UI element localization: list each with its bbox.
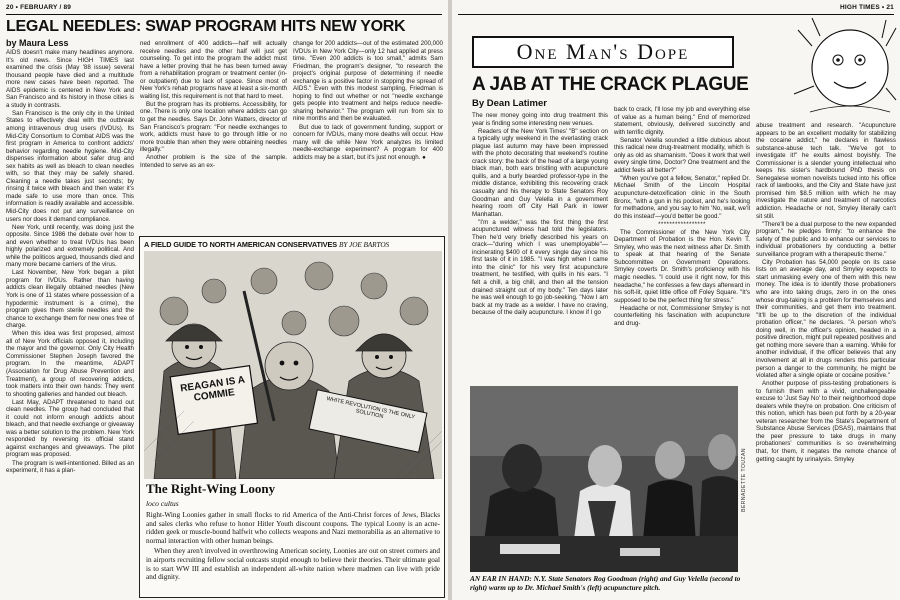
section-separator: ***************** — [658, 220, 706, 228]
paragraph: Last November, New York began a pilot program for IVDUs. Rather than having addicts clean illegally obtained needles (New York is one of 11 states where possession of a hypodermic instrument is a crime), the program gives them sterile needles and the chance to exchange them for new ones free of charge. — [6, 269, 134, 330]
paragraph: Right-Wing Loonies gather in small flocks to rid America of the Anti-Christ forces of Jews, Blacks and sales clerks who refuse to honor Hitler Youth discount coupons. The typical Loony is an acne-ridden geek or muscle-bound halfwit who collects weapons and Nazi memorabilia as an alternative to normal interaction with other human beings. — [146, 511, 440, 545]
right-page — [452, 0, 900, 600]
acupuncture-cartoon-illustration — [790, 16, 898, 120]
paragraph: Another problem is the size of the sample. Intended to serve as an ex- — [140, 154, 287, 169]
paragraph: But the program has its problems. Accessibility, for one. There is only one location where addicts can go to get the needles. Says Dr. John Watters, director of San Francisco's program: "For needle exchanges to work, addicts must have to go through little or no more trouble than when they were obtaining needles illegally." — [140, 100, 287, 154]
paragraph: Another purpose of piss-testing probationers is to furnish them with a vivid, unchallengeable excuse to 'Just Say No' to their neighborhood dope dealers while they're on probation. One criticism of this notion, which has been put forth by a 20-year veteran researcher from the State's Department of Substance Abuse Services (DSAS), maintains that the peer pressure to take drugs in many probationers' communities is so overwhelming that, for them, it negates the remote chance of getting caught by urinalysis. Smyley — [756, 380, 896, 463]
photo-credit: BERNADETTE TOUZAN — [741, 448, 747, 512]
paragraph: Headache or not, Commissioner Smyley is not counterfeiting his fascination with acupuncture and drug- — [614, 304, 750, 327]
paragraph: "There'll be a dual purpose to the new expanded program," he pledges firmly: "to enhance the safety of the public and to enhance our services to individual probationers by conducting a better surveillance program with a therapeutic theme." — [756, 220, 896, 258]
right-wing-loony-illustration — [144, 251, 442, 479]
left-article-col1 — [6, 49, 134, 598]
left-article-col2 — [140, 40, 287, 233]
left-byline: by Maura Less — [6, 38, 69, 48]
paragraph: "When you've got a fellow, Senator," replied Dr. Michael Smith of the Lincoln Hospital acupuncture-detoxification clinic in the South Bronx, "with a gun in his pocket, and he's looking for methadone, and you say to him 'No, wait, we'll do this instead'—you'd better be good." — [614, 174, 750, 220]
banner-text: WHITE REVOLUTION IS THE ONLY SOLUTION — [325, 395, 416, 421]
paragraph: "I'm a welder," was the first thing the first acupunctured witness had told the legislators. Then he'd very briefly described his years on crack—"during which I was unemployable"—incinerating $400 of it every single day since his first taste of it in 1985. "I was high when I came into the clinic" for his very first acupuncture treatment, he testified, with quills in his ears. "I felt a chill, a big chill, and then all the tension drained straight out of my body." Ten days later he was well enough to go job-seeking. "Now I am back at my trade as a welder. I have no craving, because of the daily acupuncture. I know if I go — [472, 218, 608, 317]
paragraph: change for 200 addicts—out of the estimated 200,000 IVDUs in New York City—only 12 had applied at press time. "Even 200 addicts is too small," admits Sam Friedman, the program's designer, "to research the project's original purpose of determining if needle exchange is a positive factor in stopping the spread of AIDS." Even with this modest sampling, Friedman is hoping to find out whether or not "needle exchange gets people into treatment and helps reduce needle-sharing behavior." The program will run from six to nine months and then be evaluated. — [293, 40, 443, 123]
field-guide-cartoon — [139, 236, 445, 598]
left-page — [0, 0, 448, 600]
paragraph: back to crack, I'll lose my job and everything else of value as a human being." End of memorized statement, obviously, delivered succinctly and with terrific dignity. — [614, 106, 750, 136]
right-article-col2 — [614, 106, 750, 382]
paragraph: Readers of the New York Times' "B" section on a typically ugly weekend in the everlasting crack plague last autumn may have been impressed with the photo decorating that weekend's routine crack story: the back of the head of a large young black man, both ears bristling with acupuncture quills, and a burly bearded professor-type in the middle distance, exhibiting this recovering crack casualty and his therapy to State Senators Roy Goodman and Guy Velella in a government hearing room off City Hall Park in lower Manhattan. — [472, 127, 608, 218]
right-article-col3 — [756, 122, 896, 598]
paragraph: Last May, ADAPT threatened to hand out clean needles. The group had concluded that it could not inform enough addicts about bleach, and that needle exchange or giveaway was a better solution to the problem. New York responded by reversing its official stand against exchanges and giveaways. The pilot program was proposed. — [6, 398, 134, 459]
paragraph: Senator Velella sounded a little dubious about this radical new drug-treatment modality, which is only as old as shamanism. "Does it work that well every single time, Doctor? One treatment and the addict feels all better?" — [614, 136, 750, 174]
cartoon-heading-text: A FIELD GUIDE TO NORTH AMERICAN CONSERVATIVES — [144, 240, 338, 249]
loony-description — [146, 511, 440, 584]
right-folio-rule — [458, 14, 894, 15]
column-banner-text: One Man's Dope — [516, 39, 690, 64]
left-headline: LEGAL NEEDLES: SWAP PROGRAM HITS NEW YORK — [6, 18, 406, 35]
paragraph: When this idea was first proposed, almost all of New York officials opposed it, including the mayor and the governor. Only City Health Commissioner Stephen Joseph favored the program. In the meantime, ADAPT (Association for Drug Abuse Prevention and Treatment), a group of recovering addicts, took matters into their own hands: They went to shooting galleries and handed out bleach. — [6, 330, 134, 398]
paragraph: When they aren't involved in overthrowing American society, Loonies are out on street corners and in airports recruiting fellow social outcasts stupid enough to believe their theories. Their ultimate goal is to start WW III and establish an independent all-white nation where madmen can live with pride and dignity. — [146, 547, 440, 582]
right-folio: HIGH TIMES • 21 — [839, 4, 894, 11]
paragraph: New York, until recently, was doing just the opposite. Since 1986 the debate over how to and even whether to treat IVDUs has been highly polarized and extremely political. And while the politicos argued, thousands died and many more became carriers of the virus. — [6, 223, 134, 269]
sign-text: REAGAN IS A COMMIE — [179, 374, 246, 404]
paragraph: abuse treatment and research. "Acupuncture appears to be an excellent modality for stabilizing the cocaine addict," he declares in flawless substance-abuse tech talk. "We've got to investigate it!" he exults almost boyishly. The Commissioner is a slender young intellectual who keeps his sister's hardbound PhD thesis on Senegalese women novelists tucked into his office rack of lawbooks, and the City and State have just promised him $8.5 million with which he may investigate the nature and treatment of narcotics addiction. Headache or not, Smyley literally can't sit still. — [756, 122, 896, 220]
paragraph: ned enrollment of 400 addicts—half will actually receive needles and the other half will just get counseling. To get into the program the addict must have a letter proving that he has been turned away from a rehabilitation program or treatment center (in- or outpatient) due to lack of space. Since most of New York's rehab programs have at least a six-month waiting list, this requirement is not that hard to meet. — [140, 40, 287, 100]
left-folio-rule — [6, 14, 442, 15]
senate-hearing-photo — [470, 386, 738, 572]
left-folio: 20 • FEBRUARY / 89 — [6, 4, 72, 11]
paragraph: But due to lack of government funding, support or concern for IVDUs, many more deaths will occur. How many will die while New York analyzes its limited needle-exchange experiment? A program for 400 addicts may be a start, but it's just not enough. ● — [293, 123, 443, 161]
cartoon-heading — [144, 240, 389, 249]
paragraph: San Francisco is the only city in the United States to effectively deal with the outbreak among intravenous drug users (IVDUs). Its Mid-City Consortium to Combat AIDS was the first program in America to confront addicts' behavior regarding needle hygiene. Mid-City dispenses information about safer drug and sex habits as well as bleach to clean needles with, so that they may be safely shared. Cleaning a needle takes just seconds; by rinsing it twice with bleach and then water it's made safe to use more than once. This information is readily available and accessible. Mid-City does not put any surveillance on users nor does it demand compliance. — [6, 109, 134, 223]
right-headline: A JAB AT THE CRACK PLAGUE — [472, 74, 749, 95]
left-article-col3 — [293, 40, 443, 233]
loony-title: The Right-Wing Loony — [146, 481, 276, 496]
paragraph: City Probation has 54,000 people on its case lists on an average day, and Smyley expects to start unmasking every one of them with this new money. The idea is to identify those probationers who are into taking drugs, zero in on the ones whose drug-taking is a problem for themselves and their communities, and get them into treatment. "It'll be up to the discretion of the individual probation officer," he declares. "A person who's doing well, in the officer's opinion, headed in a positive direction, might pull repeated positives and get nothing more severe than a warning. While for another individual, if the officer believes that any involvement at all in drugs renders this particular person a danger to the community, he might be violated after a single opiate or cocaine positive." — [756, 258, 896, 380]
loony-latin-name: loco cultus — [146, 499, 179, 508]
paragraph: The program is well-intentioned. Billed as an experiment, it has a plan- — [6, 459, 134, 475]
paragraph: The new money going into drug treatment this year is finding some interesting new venues. — [472, 112, 608, 127]
cartoon-credit: BY JOE BARTOS — [339, 240, 390, 249]
paragraph: The Commissioner of the New York City Department of Probation is the Hon. Kevin T. Smyley, who was the next witness after Dr. Smith to speak at that hearing of the Senate Subcommittee on Government Operations. Smyley coverts Dr. Smith's proficiency with his magic needles. "I could use it right now, for this headache," he confesses a few days afterward in his soft-lit, quiet little office off Foley Square. "It's supposed to be the perfect thing for stress." — [614, 228, 750, 304]
right-article-col1 — [472, 112, 608, 382]
one-mans-dope-banner — [472, 36, 734, 68]
photo-caption: AN EAR IN HAND: N.Y. State Senators Rog Goodman (right) and Guy Velella (second to right) warm up to Dr. Michael Smith's (left) acupuncture pitch. — [470, 574, 741, 592]
right-byline: By Dean Latimer — [472, 98, 547, 109]
paragraph: AIDS doesn't make many headlines anymore. It's old news. Since HIGH TIMES last examined the crisis (May '88 issue) several thousand people have died and a multitude more new cases have been reported. The AIDS epidemic is centered in New York and San Francisco and its history in those cities is a study in contrasts. — [6, 49, 134, 109]
